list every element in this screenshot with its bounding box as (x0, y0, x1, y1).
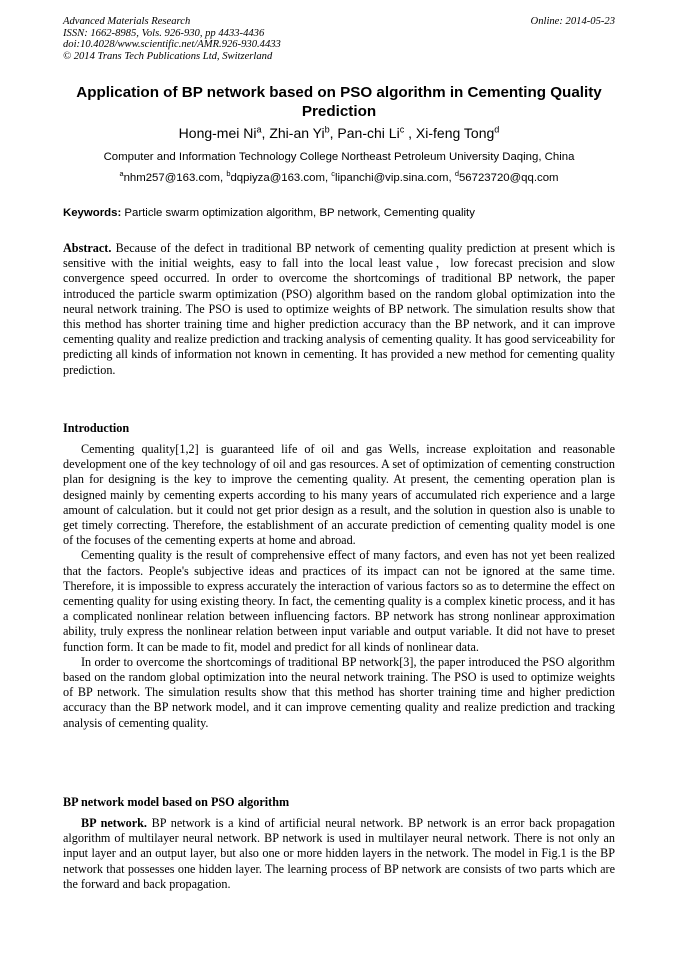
author-list (63, 124, 615, 142)
journal-name: Advanced Materials Research (63, 16, 191, 27)
runin-heading: BP network. (81, 816, 147, 830)
author-name: Hong-mei Ni (178, 125, 257, 141)
author-name: Pan-chi Li (337, 125, 400, 141)
paragraph: Cementing quality[1,2] is guaranteed life of oil and gas Wells, increase exploitation and reasonable development one of the key technology of oil and gas resources. A set of optimization of cementing construction plan for designing is the key to improve the cementing quality. At present, the cementing operation plan is designed mainly by cementing experts according to his many years of accumulated rich experience and a large amount of calculation. but it could not get prior design as a result, and the solution in question also is unable to get timely correcting. Therefore, the establishment of an accurate prediction of cementing quality model is one of the focuses of the cementing experts at home and abroad. (63, 442, 615, 548)
abstract-label: Abstract. (63, 241, 112, 255)
copyright-line: © 2014 Trans Tech Publications Ltd, Switzerland (63, 50, 273, 62)
paragraph (63, 816, 615, 892)
affiliation: Computer and Information Technology College Northeast Petroleum University Daqing, China (103, 151, 575, 163)
abstract (63, 241, 615, 378)
email-superscript: d (454, 169, 459, 179)
section-heading-introduction: Introduction (63, 421, 130, 435)
keywords (63, 206, 615, 221)
introduction-body (63, 442, 615, 731)
author-name: Xi-feng Tong (415, 125, 495, 141)
abstract-text: Because of the defect in traditional BP network of cementing quality prediction at present which is sensitive with the initial weights, easy to fall into the local least value，low forecast precision and slow convergence speed occurred. In order to overcome the shortcomings of traditional BP network, the paper introduced the particle swarm optimization (PSO) algorithm based on the random global optimization into the neural network training. The PSO is used to optimize weights of BP network. The simulation results show that this method has shorter training time and higher prediction accuracy than the BP network, and it can improve cementing quality and realize prediction and tracking analysis of cementing quality. It has good serviceability for predicting all kinds of information not known in cementing. It has provided a new method for cementing quality prediction. (63, 241, 615, 377)
email-address: nhm257@163.com, (123, 172, 227, 184)
bp-network-body (63, 816, 615, 892)
keywords-text: Particle swarm optimization algorithm, BP network, Cementing quality (121, 207, 475, 219)
author-superscript: b (324, 124, 330, 135)
author-superscript: a (256, 124, 262, 135)
email-address: 56723720@qq.com (458, 172, 559, 184)
author-separator: , (329, 125, 338, 141)
author-separator: , (404, 125, 416, 141)
section-heading-bp-network: BP network model based on PSO algorithm (63, 795, 290, 809)
paragraph-text: BP network is a kind of artificial neural network. BP network is an error back propagation algorithm of multilayer neural network. BP network is used in multilayer neural network. There is not only an input layer and an output layer, but also one or more hidden layers in the network. The model in Fig.1 is the BP network that possesses one hidden layer. The learning process of BP network are consists of two parts which are the forward and back propagation. (63, 816, 615, 891)
author-superscript: c (399, 124, 405, 135)
author-separator: , (261, 125, 270, 141)
email-superscript: b (226, 169, 231, 179)
paper-title: Application of BP network based on PSO algorithm in Cementing Quality Prediction (76, 84, 602, 120)
online-date: Online: 2014-05-23 (530, 16, 615, 27)
paragraph: In order to overcome the shortcomings of traditional BP network[3], the paper introduced the PSO algorithm based on the random global optimization into the neural network training. The PSO is used to optimize weights of BP network. The simulation results show that this method has shorter training time and higher prediction accuracy than the BP network model, and it can improve cementing quality and realize prediction and tracking analysis of cementing quality. (63, 654, 615, 730)
email-address: lipanchi@vip.sina.com, (334, 172, 455, 184)
author-superscript: d (494, 124, 500, 135)
email-list (63, 171, 615, 186)
journal-header (63, 16, 615, 62)
paragraph: Cementing quality is the result of comprehensive effect of many factors, and even has not yet been realized that the factors. People's subjective ideas and practices of its impact can not be ignored at the same time. Therefore, it is impossible to express accurately the interaction of various factors so as to determine the effect on cementing quality for using existing theory. In fact, the cementing quality is a complex kinetic process, and it has a complicated nonlinear relation between influencing factors. BP network has strong nonlinear approximation ability, truly express the nonlinear relation between input variable and output variable. It did not have to preset function form. It can be made to fit, model and predict for all kinds of nonlinear data. (63, 548, 615, 654)
email-superscript: a (119, 169, 124, 179)
issn-line: ISSN: 1662-8985, Vols. 926-930, pp 4433-4436 (63, 27, 265, 39)
author-name: Zhi-an Yi (269, 125, 325, 141)
doi-line: doi:10.4028/www.scientific.net/AMR.926-930.4433 (63, 39, 281, 51)
email-address: dqpiyza@163.com, (230, 172, 332, 184)
email-superscript: c (331, 169, 335, 179)
keywords-label: Keywords: (63, 207, 122, 219)
